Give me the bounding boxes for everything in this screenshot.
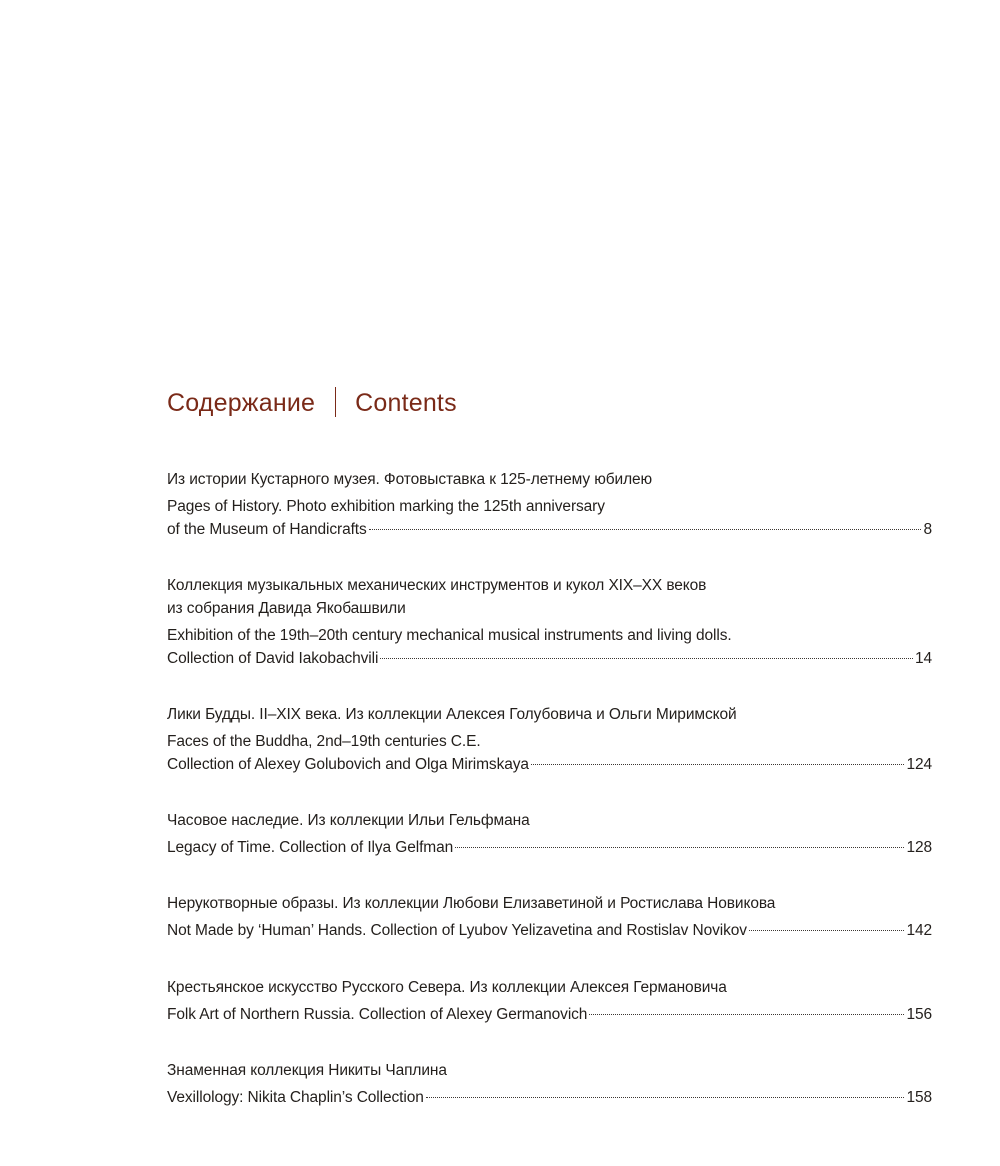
toc-entry (167, 976, 932, 1026)
heading-divider (335, 387, 336, 417)
toc-entry-en-text: Legacy of Time. Collection of Ilya Gelfman (167, 839, 454, 856)
page-number: 14 (914, 650, 932, 667)
toc-entry-en-line: Exhibition of the 19th–20th century mechanical musical instruments and living dolls. (167, 627, 732, 644)
toc-entry (167, 1059, 932, 1109)
toc-entry-en-row (167, 1086, 932, 1109)
dot-leader (589, 1014, 904, 1015)
heading-en: Contents (355, 389, 457, 417)
toc-entry-ru-line: Крестьянское искусство Русского Севера. Из коллекции Алексея Германовича (167, 979, 727, 996)
toc-entry (167, 703, 932, 776)
toc-entry-ru-line: из собрания Давида Якобашвили (167, 600, 406, 617)
toc-entry-ru-title (167, 892, 932, 915)
dot-leader (380, 658, 913, 659)
page-number: 156 (906, 1006, 932, 1023)
toc-entry-ru-title (167, 703, 932, 726)
toc-entry (167, 892, 932, 942)
toc-entry-en-text: Collection of Alexey Golubovich and Olga Mirimskaya (167, 756, 529, 773)
toc-entry (167, 809, 932, 859)
toc-entry-ru-title (167, 468, 932, 491)
dot-leader (426, 1097, 905, 1098)
toc-entry-ru-line: Лики Будды. II–XIX века. Из коллекции Алексея Голубовича и Ольги Миримской (167, 706, 737, 723)
toc-entry-en-text: Collection of David Iakobachvili (167, 650, 379, 667)
toc-entry-en-text: Folk Art of Northern Russia. Collection of Alexey Germanovich (167, 1006, 588, 1023)
toc-entry-en-line: Faces of the Buddha, 2nd–19th centuries C.E. (167, 733, 481, 750)
toc-entry-en-row (167, 647, 932, 670)
toc-entry-ru-line: Коллекция музыкальных механических инструментов и кукол XIX–XX веков (167, 577, 707, 594)
dot-leader (749, 930, 904, 931)
toc-entry-ru-line: Часовое наследие. Из коллекции Ильи Гельфмана (167, 812, 530, 829)
page-number: 158 (906, 1089, 932, 1106)
toc-entry-ru-line: Из истории Кустарного музея. Фотовыставка к 125-летнему юбилею (167, 471, 653, 488)
toc-entry-en-text: Vexillology: Nikita Chaplin’s Collection (167, 1089, 424, 1106)
toc-entry-en-row (167, 518, 932, 541)
toc-entry-en-row (167, 919, 932, 942)
contents-heading (167, 387, 457, 418)
toc-entry-ru-line: Нерукотворные образы. Из коллекции Любови Елизаветиной и Ростислава Новикова (167, 895, 776, 912)
toc-entry-en-text: Not Made by ‘Human’ Hands. Collection of Lyubov Yelizavetina and Rostislav Novikov (167, 922, 747, 939)
page-number: 124 (906, 756, 932, 773)
toc-entry-ru-line: Знаменная коллекция Никиты Чаплина (167, 1062, 447, 1079)
page-number: 8 (923, 521, 932, 538)
toc-entry-ru-title (167, 574, 932, 620)
dot-leader (369, 529, 922, 530)
toc-entry (167, 468, 932, 541)
dot-leader (531, 764, 905, 765)
toc-entry-en-row (167, 753, 932, 776)
dot-leader (455, 847, 904, 848)
toc-entry-ru-title (167, 809, 932, 832)
heading-ru: Содержание (167, 389, 316, 417)
toc-entry-en-row (167, 836, 932, 859)
page-number: 128 (906, 839, 932, 856)
page-number: 142 (906, 922, 932, 939)
toc-entry-en-line: Pages of History. Photo exhibition marking the 125th anniversary (167, 498, 605, 515)
toc-entry-en-text: of the Museum of Handicrafts (167, 521, 367, 538)
toc-entry-ru-title (167, 1059, 932, 1082)
toc-entry-ru-title (167, 976, 932, 999)
toc-entry-en-row (167, 1003, 932, 1026)
toc-entry (167, 574, 932, 670)
